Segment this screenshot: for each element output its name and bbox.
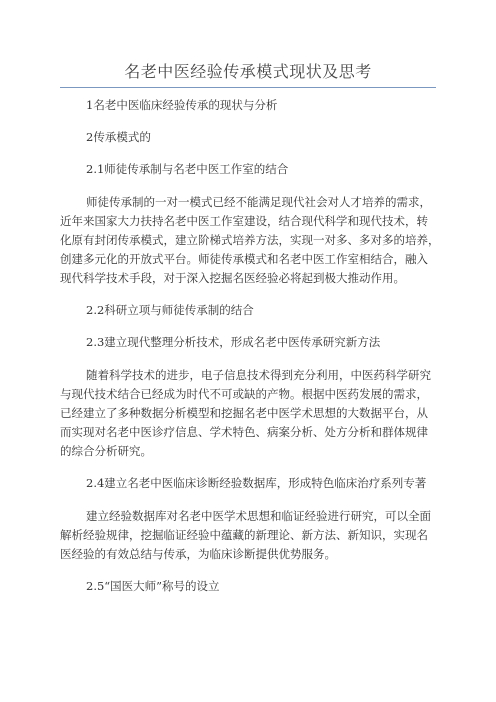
section-heading-2-3: 2.3建立现代整理分析技术，形成名老中医传承研究新方法: [86, 335, 381, 349]
paragraph-2-3: [60, 366, 442, 461]
paragraph-line: 解析经验规律，挖掘临证经验中蕴藏的新理论、新方法、新知识，实现名: [60, 528, 428, 542]
paragraph-line: 随着科学技术的进步，电子信息技术得到充分利用，中医药科学研究: [86, 368, 431, 382]
section-heading-2-2: 2.2科研立项与师徒传承制的结合: [86, 303, 254, 317]
paragraph-2-1: [60, 193, 442, 288]
document-title: 名老中医经验传承模式现状及思考: [124, 62, 372, 81]
paragraph-line: 已经建立了多种数据分析模型和挖掘名老中医学术思想的大数据平台，从: [60, 406, 428, 420]
section-heading-2-5: 2.5“国医大师”称号的设立: [86, 579, 220, 593]
paragraph-line: 而实现对名老中医诊疗信息、学术特色、病案分析、处方分析和群体规律: [60, 425, 428, 439]
paragraph-line: 现代科学技术手段，对于深入挖掘名医经验必将起到极大推动作用。: [60, 271, 405, 285]
paragraph-line: 的综合分析研究。: [60, 444, 152, 458]
paragraph-line: 建立经验数据库对名老中医学术思想和临证经验进行研究，可以全面: [86, 509, 431, 523]
section-heading-1: 1名老中医临床经验传承的现状与分析: [86, 98, 278, 112]
document-body: [60, 97, 442, 610]
paragraph-line: 师徒传承制的一对一模式已经不能满足现代社会对人才培养的需求，: [86, 195, 431, 209]
section-heading-2-1: 2.1师徒传承制与名老中医工作室的结合: [86, 162, 289, 176]
paragraph-2-4: [60, 507, 442, 564]
section-heading-2: 2传承模式的: [86, 130, 151, 144]
paragraph-line: 创建多元化的开放式平台。师徒传承模式和名老中医工作室相结合，融入: [60, 252, 428, 266]
paragraph-line: 化原有封闭传承模式，建立阶梯式培养方法，实现一对多、多对多的培养，: [60, 233, 440, 247]
title-underline: [60, 87, 436, 88]
paragraph-line: 与现代技术结合已经成为时代不可或缺的产物。根据中医药发展的需求，: [60, 387, 428, 401]
paragraph-line: 近年来国家大力扶持名老中医工作室建设，结合现代科学和现代技术，转: [60, 214, 428, 228]
paragraph-line: 医经验的有效总结与传承，为临床诊断提供优势服务。: [60, 547, 336, 561]
section-heading-2-4: 2.4建立名老中医临床诊断经验数据库，形成特色临床治疗系列专著: [86, 476, 427, 490]
